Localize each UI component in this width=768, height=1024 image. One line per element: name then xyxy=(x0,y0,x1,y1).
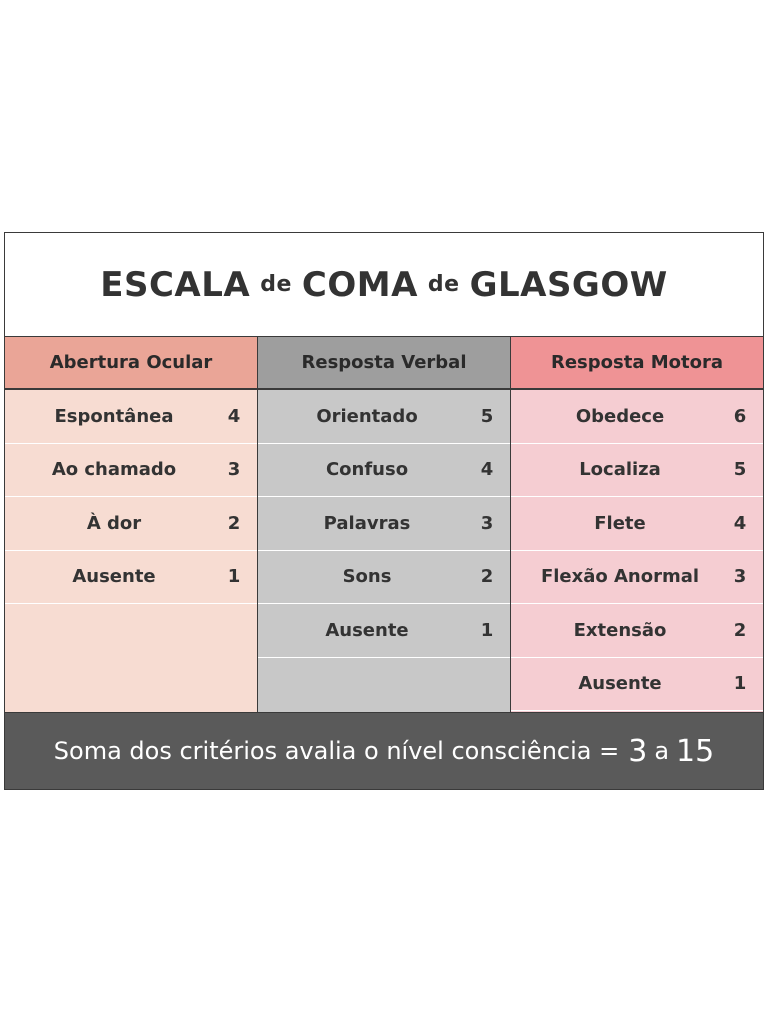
criterion-points: 1 xyxy=(480,619,494,641)
column-header: Resposta Motora xyxy=(511,337,763,390)
criterion-points: 1 xyxy=(227,566,241,588)
criterion-label: Espontânea xyxy=(54,405,174,427)
page-title xyxy=(5,233,763,336)
criterion-label: Ausente xyxy=(325,619,409,641)
title-de-1: de xyxy=(260,272,292,297)
title-glasgow: GLASGOW xyxy=(469,264,668,305)
criterion-label: Localiza xyxy=(579,459,661,481)
table-row xyxy=(258,497,510,551)
title-escala: ESCALA xyxy=(100,264,251,305)
title-de-2: de xyxy=(427,272,460,297)
column-body xyxy=(511,390,763,712)
criterion-label: À dor xyxy=(86,512,142,534)
table-row xyxy=(511,390,763,444)
criterion-points: 5 xyxy=(480,405,494,427)
criterion-points: 3 xyxy=(227,459,241,481)
score-summary xyxy=(5,712,763,789)
table-row xyxy=(258,604,510,658)
table-row xyxy=(5,497,257,551)
criterion-points: 4 xyxy=(227,405,241,427)
table-row xyxy=(258,551,510,605)
criterion-points: 1 xyxy=(733,673,747,695)
table-row xyxy=(5,444,257,498)
criterion-label: Orientado xyxy=(316,405,418,427)
table-row xyxy=(511,444,763,498)
criterion-label: Ao chamado xyxy=(51,459,177,481)
table-row xyxy=(511,658,763,712)
criterion-label: Ausente xyxy=(578,673,662,695)
empty-cell xyxy=(258,658,510,713)
column-eye-opening xyxy=(5,337,257,712)
summary-connector: a xyxy=(654,737,670,765)
summary-text: Soma dos critérios avalia o nível consciência = xyxy=(53,737,620,765)
criterion-label: Ausente xyxy=(72,566,156,588)
criterion-points: 2 xyxy=(227,512,241,534)
column-header: Resposta Verbal xyxy=(258,337,510,390)
column-verbal-response xyxy=(257,337,510,712)
table-row xyxy=(511,604,763,658)
table-row xyxy=(258,390,510,444)
column-motor-response xyxy=(510,337,763,712)
table-row xyxy=(511,497,763,551)
criterion-label: Flete xyxy=(594,512,646,534)
column-body xyxy=(5,390,257,712)
criterion-points: 3 xyxy=(480,512,494,534)
criterion-points: 2 xyxy=(480,566,494,588)
criterion-points: 4 xyxy=(733,512,747,534)
criteria-columns xyxy=(5,336,763,712)
criterion-points: 6 xyxy=(733,405,747,427)
title-coma: COMA xyxy=(301,264,418,305)
column-header: Abertura Ocular xyxy=(5,337,257,390)
criterion-points: 4 xyxy=(480,459,494,481)
criterion-points: 2 xyxy=(733,619,747,641)
summary-max: 15 xyxy=(676,733,715,769)
criterion-points: 5 xyxy=(733,459,747,481)
column-body xyxy=(258,390,510,712)
criterion-label: Obedece xyxy=(575,405,665,427)
criterion-label: Palavras xyxy=(323,512,411,534)
criterion-label: Flexão Anormal xyxy=(540,566,700,588)
summary-min: 3 xyxy=(628,733,648,769)
criterion-label: Confuso xyxy=(325,459,409,481)
glasgow-scale-table xyxy=(4,232,764,790)
table-row xyxy=(258,444,510,498)
empty-cell xyxy=(5,604,257,712)
table-row xyxy=(5,390,257,444)
empty-cell xyxy=(511,711,763,712)
criterion-points: 3 xyxy=(733,566,747,588)
table-row xyxy=(511,551,763,605)
criterion-label: Sons xyxy=(342,566,392,588)
criterion-label: Extensão xyxy=(573,619,667,641)
table-row xyxy=(5,551,257,605)
